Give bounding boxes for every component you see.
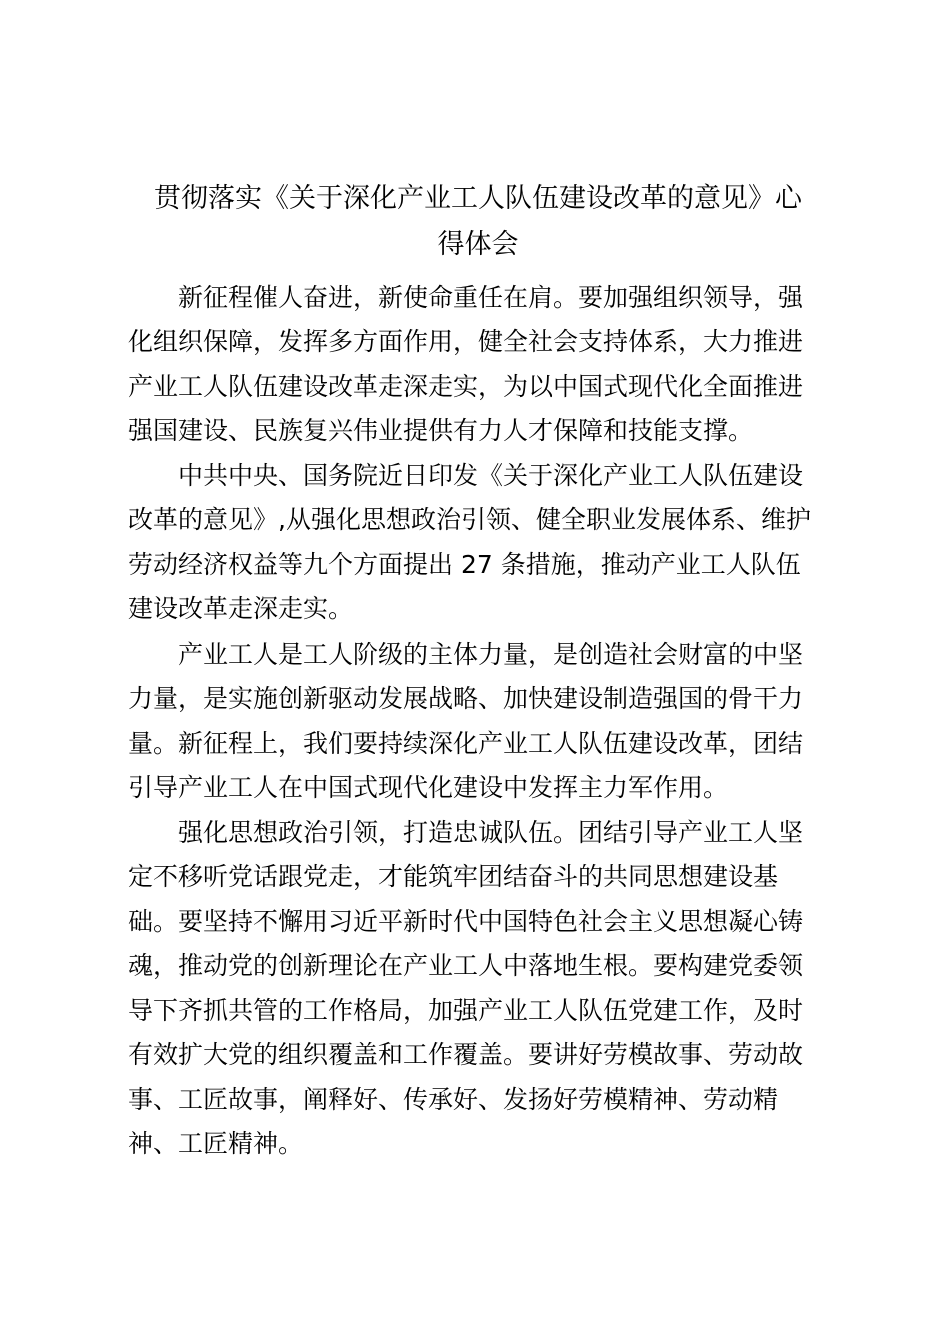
paragraph-4-line-2: 定不移听党话跟党走，才能筑牢团结奋斗的共同思想建设基 (128, 862, 779, 891)
paragraph-4-line-5: 导下齐抓共管的工作格局，加强产业工人队伍党建工作，及时 (128, 996, 804, 1025)
document-title-line-2: 得体会 (437, 229, 519, 260)
document-title-line-1: 贯彻落实《关于深化产业工人队伍建设改革的意见》心 (154, 183, 802, 214)
paragraph-2-line-3: 劳动经济权益等九个方面提出 27 条措施，推动产业工人队伍 (128, 550, 801, 579)
paragraph-1-line-2: 化组织保障，发挥多方面作用，健全社会支持体系，大力推进 (128, 327, 804, 356)
paragraph-3-line-2: 力量，是实施创新驱动发展战略、加快建设制造强国的骨干力 (128, 684, 804, 713)
paragraph-2-line-2: 改革的意见》,从强化思想政治引领、健全职业发展体系、维护 (128, 505, 811, 534)
paragraph-4-line-8: 神、工匠精神。 (128, 1129, 304, 1158)
paragraph-4-line-1: 强化思想政治引领，打造忠诚队伍。团结引导产业工人坚 (178, 818, 804, 847)
paragraph-4-line-6: 有效扩大党的组织覆盖和工作覆盖。要讲好劳模故事、劳动故 (128, 1040, 804, 1069)
paragraph-3-line-4: 引导产业工人在中国式现代化建设中发挥主力军作用。 (128, 773, 729, 802)
paragraph-3-line-3: 量。新征程上，我们要持续深化产业工人队伍建设改革，团结 (128, 729, 804, 758)
paragraph-4-line-4: 魂，推动党的创新理论在产业工人中落地生根。要构建党委领 (128, 951, 804, 980)
paragraph-2-line-1: 中共中央、国务院近日印发《关于深化产业工人队伍建设 (178, 461, 804, 490)
paragraph-3-line-1: 产业工人是工人阶级的主体力量，是创造社会财富的中坚 (178, 640, 804, 669)
paragraph-4-line-7: 事、工匠故事，阐释好、传承好、发扬好劳模精神、劳动精 (128, 1085, 779, 1114)
paragraph-1-line-4: 强国建设、民族复兴伟业提供有力人才保障和技能支撑。 (128, 416, 754, 445)
paragraph-1-line-1: 新征程催人奋进，新使命重任在肩。要加强组织领导，强 (178, 283, 804, 312)
paragraph-1-line-3: 产业工人队伍建设改革走深走实，为以中国式现代化全面推进 (128, 372, 804, 401)
paragraph-2-line-4: 建设改革走深走实。 (128, 594, 354, 623)
paragraph-4-line-3: 础。要坚持不懈用习近平新时代中国特色社会主义思想凝心铸 (128, 907, 804, 936)
